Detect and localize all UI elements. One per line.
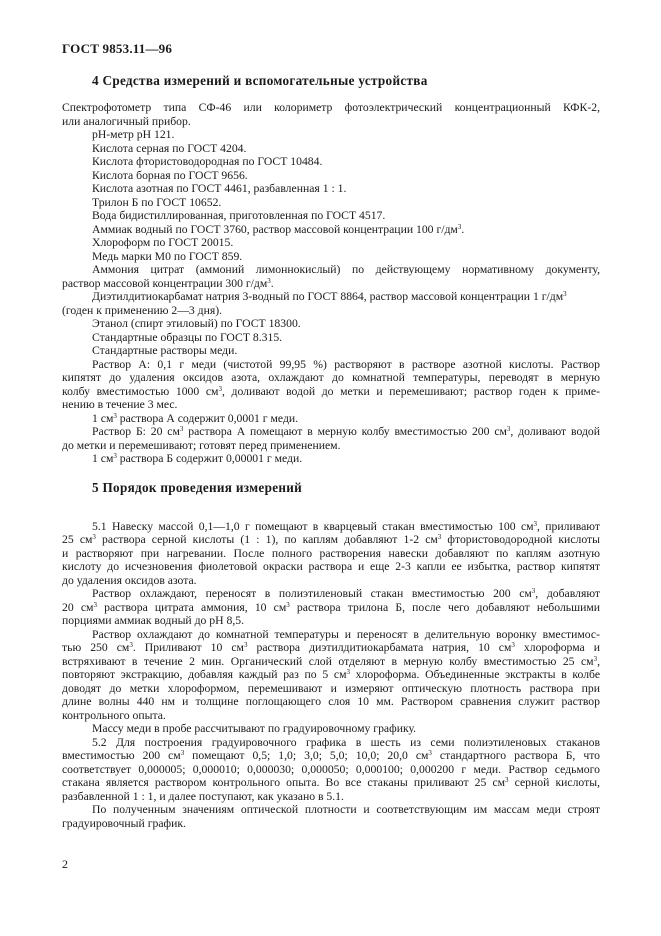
text-run: Медь марки М0 по ГОСТ 859.	[92, 250, 243, 263]
text-run: раствора А содержит 0,0001 г меди.	[116, 412, 299, 425]
text-run: По полученным значениям оптической плотности и соответствующим им массам меди строят	[92, 803, 600, 816]
text-line	[92, 425, 600, 438]
text-run: стакана является раствором контрольного опыта. Во все стаканы приливают 25 см	[62, 776, 506, 789]
text-run: .	[270, 277, 274, 290]
text-run: стандартного раствора Б, что	[431, 749, 600, 762]
text-line	[62, 101, 600, 114]
text-run: раствора А помещают в мерную колбу вместимостью 200 см	[183, 425, 507, 438]
text-line	[92, 142, 246, 155]
text-run: колбу вместимостью 1000 см	[62, 385, 219, 398]
superscript: 3	[243, 641, 248, 649]
text-run: раствора Б содержит 0,00001 г меди.	[116, 452, 303, 465]
page-number: 2	[62, 857, 68, 871]
text-run: Раствор А: 0,1 г меди (чистотой 99,95 %) растворяют в растворе азотной кислоты. Раствор	[92, 358, 600, 371]
text-run: Аммония цитрат (аммоний лимоннокислый) по действующему нормативному документу,	[92, 263, 600, 276]
text-run: ,	[597, 655, 600, 668]
text-line	[62, 709, 166, 722]
text-line	[62, 763, 600, 776]
text-line	[62, 601, 600, 614]
text-line	[62, 115, 191, 128]
text-run: Раствор охлаждают до комнатной температуры и переносят в делительную воронку вместимос-	[92, 628, 600, 641]
superscript: 3	[92, 533, 96, 541]
text-run: (годен к применению 2—3 дня).	[62, 304, 223, 317]
superscript: 3	[113, 452, 117, 460]
text-line	[92, 520, 600, 533]
superscript: 3	[180, 749, 185, 757]
superscript: 3	[179, 425, 184, 433]
text-run: Кислота азотная по ГОСТ 4461, разбавленная 1 : 1.	[92, 182, 347, 195]
text-run: Раствор охлаждают, переносят в полиэтиленовый стакан вместимостью 200 см	[92, 587, 532, 600]
text-run: серной кислоты,	[508, 776, 600, 789]
text-line	[92, 263, 600, 276]
superscript: 3	[113, 412, 117, 420]
text-line	[92, 317, 301, 330]
text-run: 1 см	[92, 452, 114, 465]
text-line	[62, 533, 600, 546]
superscript: 3	[267, 277, 271, 285]
text-run: Хлороформ по ГОСТ 20015.	[92, 236, 234, 249]
document-header: ГОСТ 9853.11—96	[62, 41, 173, 56]
text-line	[62, 385, 600, 398]
text-run: . Приливают 10 см	[132, 641, 244, 654]
text-run: кипятят до удаления оксидов азота, охлаждают до комнатной температуры, переводят в мерную	[62, 371, 600, 384]
text-line	[92, 196, 221, 209]
text-line	[92, 209, 385, 222]
superscript: 3	[506, 425, 511, 433]
text-line	[62, 749, 600, 762]
text-run: 5.2 Для построения градуировочного графика в шесть из семи полиэтиленовых стаканов	[92, 736, 600, 749]
section-5-heading: 5 Порядок проведения измерений	[92, 480, 303, 495]
text-run: тью 250 см	[62, 641, 130, 654]
text-run: повторяют экстракцию, добавляя каждый раз по 5 см	[62, 668, 347, 681]
text-run: Массу меди в пробе рассчитывают по градуировочному графику.	[92, 722, 417, 735]
text-line	[92, 155, 322, 168]
text-run: 1 см	[92, 412, 114, 425]
text-run: Стандартные растворы меди.	[92, 344, 238, 357]
text-run: фтористоводородной кислоты	[441, 533, 600, 546]
text-line	[92, 628, 600, 641]
text-run: встряхивают в течение 2 мин. Органический слой отделяют в мерную колбу вместимостью 25 см	[62, 655, 594, 668]
superscript: 3	[437, 533, 442, 541]
text-run: раствор массовой концентрации 300 г/дм	[62, 277, 268, 290]
text-run: Раствор Б: 20 см	[92, 425, 180, 438]
text-line	[92, 803, 600, 816]
text-run: 20 см	[62, 601, 94, 614]
superscript: 3	[428, 749, 432, 757]
text-run: , добавляют	[535, 587, 601, 600]
text-line	[92, 358, 600, 371]
section-4-heading: 4 Средства измерений и вспомогательные устройства	[92, 73, 428, 88]
text-run: Этанол (спирт этиловый) по ГОСТ 18300.	[92, 317, 301, 330]
text-run: , доливают водой	[510, 425, 600, 438]
text-run: Диэтилдитиокарбамат натрия 3-водный по ГОСТ 8864, раствор массовой концентрации 1 г/дм	[92, 290, 564, 303]
text-run: раствора диэтилдитиокарбамата натрия, 10 см	[247, 641, 512, 654]
text-line	[92, 223, 464, 236]
superscript: 3	[129, 641, 133, 649]
text-run: , приливают	[537, 520, 600, 533]
text-run: и растворяют при нагревании. После полного растворения навески добавляют по каплям азотную	[62, 547, 600, 560]
text-run: хлороформа и	[514, 641, 600, 654]
text-run: Кислота фтористоводородная по ГОСТ 10484.	[92, 155, 323, 168]
superscript: 3	[511, 641, 515, 649]
text-run: нению в течение 3 мес.	[62, 398, 178, 411]
superscript: 3	[563, 290, 567, 298]
text-line	[62, 695, 600, 708]
text-run: вместимостью 200 см	[62, 749, 181, 762]
text-run: кислоту до исчезновения фиолетовой окраски раствора и еще 2-3 капли ее избытка, раствор кипятят	[62, 560, 600, 573]
text-line	[92, 722, 416, 735]
text-run: контрольного опыта.	[62, 709, 166, 722]
text-run: рН-метр рН 121.	[92, 128, 175, 141]
text-line	[92, 736, 600, 749]
superscript: 3	[346, 668, 350, 676]
text-run: разбавленной 1 : 1, и далее поступают, как указано в 5.1.	[62, 790, 344, 803]
text-run: , доливают водой до метки и перемешивают; раствор годен к приме-	[221, 385, 600, 398]
text-line	[62, 398, 177, 411]
text-line	[62, 574, 197, 587]
text-line	[62, 371, 600, 384]
text-run: Трилон Б по ГОСТ 10652.	[92, 196, 222, 209]
text-line	[62, 790, 344, 803]
text-run: Вода бидистиллированная, приготовленная по ГОСТ 4517.	[92, 209, 386, 222]
text-line	[92, 452, 302, 465]
text-run: длине волны 440 нм и толщине поглощающего слоя 10 мм. Раствором сравнения служит раствор	[62, 695, 600, 708]
text-run: хлороформа. Объединенные экстракты в колбе	[349, 668, 601, 681]
text-line	[92, 587, 600, 600]
text-run: Аммиак водный по ГОСТ 3760, раствор массовой концентрации 100 г/дм	[92, 223, 458, 236]
text-line	[62, 277, 274, 290]
text-run: 5.1 Навеску массой 0,1—1,0 г помещают в кварцевый стакан вместимостью 100 см	[92, 520, 534, 533]
superscript: 3	[505, 776, 509, 784]
text-run: соответствует 0,000005; 0,000010; 0,000030; 0,000050; 0,000100; 0,000200 г меди. Раствор седьмого	[62, 763, 600, 776]
text-run: до метки и перемешивают; готовят перед применением.	[62, 439, 341, 452]
text-run: до удаления оксидов азота.	[62, 574, 197, 587]
text-line	[62, 817, 186, 830]
text-line	[62, 614, 244, 627]
text-run: Кислота борная по ГОСТ 9656.	[92, 169, 248, 182]
text-run: Спектрофотометр типа СФ-46 или колориметр фотоэлектрический концентрационный КФК-2,	[62, 101, 600, 114]
text-line	[92, 290, 567, 303]
text-line	[92, 344, 237, 357]
text-run: доводят до метки хлороформом, перемешивают и измеряют оптическую плотность раствора при	[62, 682, 600, 695]
superscript: 3	[531, 587, 536, 595]
text-line	[62, 641, 600, 654]
superscript: 3	[593, 655, 598, 663]
text-run: градуировочный график.	[62, 817, 186, 830]
superscript: 3	[533, 520, 538, 528]
superscript: 3	[457, 223, 462, 231]
text-run: Кислота серная по ГОСТ 4204.	[92, 142, 247, 155]
text-line	[62, 304, 222, 317]
text-run: помещают 0,5; 1,0; 3,0; 5,0; 10,0; 20,0 см	[184, 749, 429, 762]
text-run: или аналогичный прибор.	[62, 115, 191, 128]
text-run: .	[461, 223, 465, 236]
text-line	[62, 682, 600, 695]
text-line	[92, 169, 248, 182]
text-run: 25 см	[62, 533, 93, 546]
text-line	[92, 331, 282, 344]
text-run: раствора цитрата аммония, 10 см	[96, 601, 287, 614]
text-run: раствора трилона Б, после чего добавляют небольшими	[289, 601, 601, 614]
text-line	[62, 668, 600, 681]
text-line	[92, 182, 346, 195]
text-line	[92, 236, 233, 249]
superscript: 3	[286, 601, 290, 609]
text-line	[62, 560, 600, 573]
text-line	[92, 412, 298, 425]
text-line	[62, 439, 341, 452]
text-line	[92, 128, 174, 141]
text-run: раствора серной кислоты (1 : 1), по каплям добавляют 1-2 см	[95, 533, 438, 546]
text-line	[62, 776, 600, 789]
text-line	[62, 655, 600, 668]
text-run: Стандартные образцы по ГОСТ 8.315.	[92, 331, 283, 344]
text-run: порциями аммиак водный до рН 8,5.	[62, 614, 245, 627]
superscript: 3	[93, 601, 97, 609]
text-line	[62, 547, 600, 560]
superscript: 3	[218, 385, 222, 393]
text-line	[92, 250, 242, 263]
